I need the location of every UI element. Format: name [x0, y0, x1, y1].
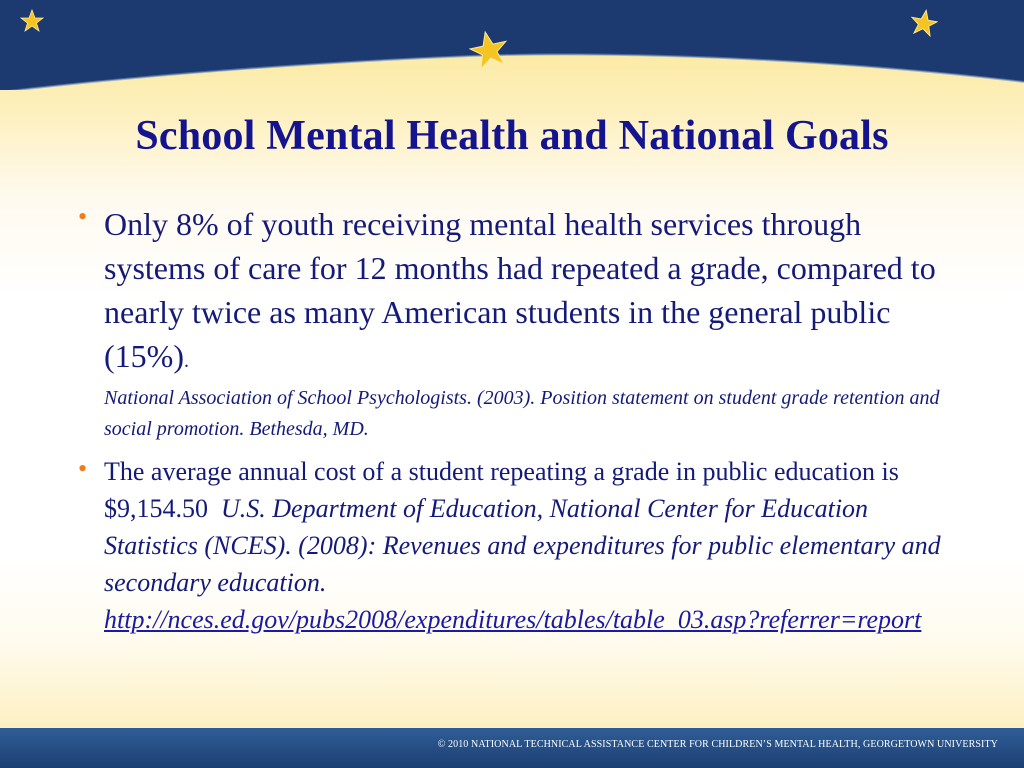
- star-icon: [469, 30, 509, 70]
- footer-bar: [0, 728, 1024, 768]
- bullet-citation: U.S. Department of Education, National Center for Education Statistics (NCES). (2008): Revenues and expenditures for public elementary and secondary education.: [104, 494, 941, 597]
- bullet-item: [78, 202, 958, 445]
- bullet-icon: •: [78, 454, 88, 483]
- bullet-trailing-period: .: [183, 350, 189, 372]
- bullet-text: Only 8% of youth receiving mental health services through systems of care for 12 months had repeated a grade, compared to nearly twice as many American students in the general public (15%): [104, 206, 936, 374]
- citation-link[interactable]: http://nces.ed.gov/pubs2008/expenditures/tables/table_03.asp?referrer=report: [104, 605, 922, 634]
- bullet-item: [78, 453, 958, 638]
- star-icon: [20, 9, 44, 33]
- slide-title: School Mental Health and National Goals: [135, 113, 889, 159]
- bullet-text: The average annual cost of a student repeating a grade in public education is $9,154.50: [104, 457, 899, 523]
- bullet-list: [78, 202, 958, 638]
- copyright-text: © 2010 NATIONAL TECHNICAL ASSISTANCE CENTER FOR CHILDREN’S MENTAL HEALTH, GEORGETOWN UNIVERSITY: [437, 739, 998, 750]
- star-icon: [910, 9, 938, 37]
- top-banner: [0, 0, 1024, 90]
- bullet-icon: •: [78, 202, 88, 231]
- bullet-citation: National Association of School Psychologists. (2003). Position statement on student grade retention and social promotion. Bethesda, MD.: [104, 387, 940, 440]
